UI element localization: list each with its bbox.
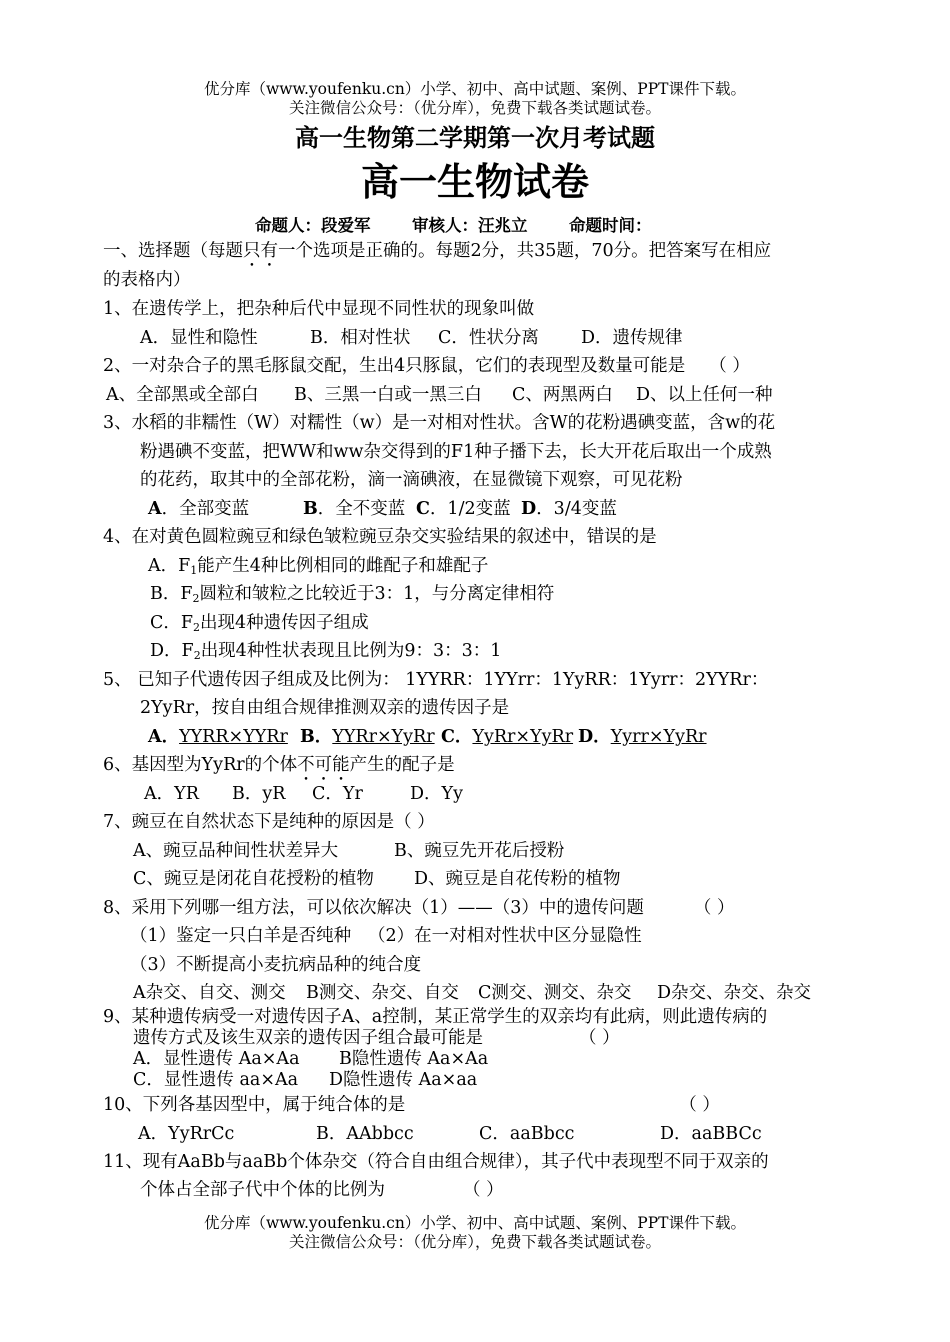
q9-options-row-1 bbox=[133, 1049, 488, 1070]
q8-option-a: A杂交、自交、测交 bbox=[133, 983, 286, 1003]
q3-option-c: C．1/2变蓝 bbox=[416, 499, 511, 519]
q9-line-2 bbox=[133, 1028, 620, 1049]
q8-option-d: D杂交、杂交、杂交 bbox=[657, 983, 812, 1003]
q2-option-d: D、以上任何一种 bbox=[636, 385, 773, 405]
q8-answer-paren: （ ） bbox=[693, 898, 735, 918]
instructions-emphasis: 只有 bbox=[243, 241, 278, 261]
q6-option-d: D．Yy bbox=[410, 784, 463, 804]
q6-emphasis: 不可能 bbox=[297, 755, 350, 775]
q8-stem-line bbox=[103, 898, 734, 919]
q10-option-c: C．aaBbcc bbox=[479, 1124, 575, 1144]
q3-option-d: D．3/4变蓝 bbox=[521, 499, 617, 519]
q9-option-b: B隐性遗传 Aa×Aa bbox=[339, 1049, 489, 1069]
reviewer-label: 审核人： bbox=[412, 216, 478, 235]
q3-option-b: B．全不变蓝 bbox=[303, 499, 406, 519]
q11-stem-end: 个体占全部子代中个体的比例为 bbox=[140, 1180, 385, 1200]
q10-options bbox=[138, 1124, 762, 1145]
q2-option-c: C、两黑两白 bbox=[512, 385, 613, 405]
q8-item-3: （3）不断提高小麦抗病品种的纯合度 bbox=[130, 955, 422, 975]
q11-line-1: 11、现有AaBb与aaBb个体杂交（符合自由组合规律），其子代中表现型不同于双亲的 bbox=[103, 1152, 769, 1172]
reviewer-name: 汪兆立 bbox=[478, 216, 528, 235]
q2-stem-line bbox=[103, 356, 750, 377]
q1-option-d: D．遗传规律 bbox=[581, 328, 683, 348]
q10-option-d: D．aaBBCc bbox=[660, 1124, 762, 1144]
q3-line-1: 3、水稻的非糯性（W）对糯性（w）是一对相对性状。含W的花粉遇碘变蓝，含w的花 bbox=[103, 413, 776, 433]
q10-answer-paren: （ ） bbox=[679, 1095, 720, 1115]
exam-title: 高一生物第二学期第一次月考试题 bbox=[295, 124, 655, 152]
q1-option-b: B．相对性状 bbox=[310, 328, 411, 348]
q1-option-c: C．性状分离 bbox=[438, 328, 539, 348]
q7-option-b: B、豌豆先开花后授粉 bbox=[394, 841, 565, 861]
q7-option-d: D、豌豆是自花传粉的植物 bbox=[414, 869, 621, 889]
q9-stem-end: 遗传方式及该生双亲的遗传因子组合最可能是 bbox=[133, 1028, 483, 1048]
instructions-part-1: 一、选择题（每题 bbox=[103, 241, 243, 261]
q10-stem-line bbox=[103, 1095, 720, 1116]
q8-option-b: B测交、杂交、自交 bbox=[306, 983, 459, 1003]
q10-option-a: A．YyRrCc bbox=[138, 1124, 235, 1144]
q11-answer-paren: （ ） bbox=[463, 1180, 504, 1200]
q8-option-c: C测交、测交、杂交 bbox=[478, 983, 632, 1003]
q7-option-a: A、豌豆品种间性状差异大 bbox=[133, 841, 339, 861]
q4-option-a: A．$F_1$能产生4种比例相同的雌配子和雄配子 bbox=[148, 556, 489, 577]
q2-answer-paren: （ ） bbox=[709, 356, 750, 376]
footer-line-1: 优分库（www.youfenku.cn）小学、初中、高中试题、案例、PPT课件下载。 bbox=[203, 1214, 747, 1232]
q11-line-2 bbox=[140, 1180, 504, 1201]
q3-options bbox=[148, 499, 617, 520]
q2-option-b: B、三黑一白或一黑三白 bbox=[294, 385, 482, 405]
setter-name: 段爱军 bbox=[321, 216, 371, 235]
q8-items-row-1 bbox=[130, 926, 642, 947]
q4-option-d: D．$F_2$出现4种性状表现且比例为9：3：3：1 bbox=[150, 641, 502, 662]
q9-line-1: 9、某种遗传病受一对遗传因子A、a控制，某正常学生的双亲均有此病，则此遗传病的 bbox=[103, 1007, 768, 1027]
section-instructions bbox=[103, 241, 771, 271]
q8-options bbox=[133, 983, 811, 1004]
q4-option-b: B．$F_2$圆粒和皱粒之比较近于3：1，与分离定律相符 bbox=[150, 584, 555, 605]
authors-line bbox=[255, 216, 652, 236]
q9-answer-paren: （ ） bbox=[579, 1028, 620, 1048]
q10-stem: 10、下列各基因型中，属于纯合体的是 bbox=[103, 1095, 406, 1115]
q6-option-a: A．YR bbox=[144, 784, 199, 804]
q1-stem: 1、在遗传学上，把杂种后代中显现不同性状的现象叫做 bbox=[103, 299, 535, 319]
q8-stem: 8、采用下列哪一组方法，可以依次解决（1）——（3）中的遗传问题 bbox=[103, 898, 644, 918]
q5-options bbox=[148, 727, 707, 748]
q8-item-2: （2）在一对相对性状中区分显隐性 bbox=[368, 926, 642, 946]
q9-option-c: C．显性遗传 aa×Aa bbox=[133, 1070, 299, 1090]
q7-option-c: C、豌豆是闭花自花授粉的植物 bbox=[133, 869, 374, 889]
q1-options bbox=[140, 328, 683, 349]
instructions-part-2: 一个选项是正确的。每题2分，共35题，70分。把答案写在相应 bbox=[278, 241, 772, 261]
q6-option-b: B．yR bbox=[232, 784, 286, 804]
q5-option-b: B．YYRr×YyRr bbox=[300, 727, 435, 747]
footer-line-2: 关注微信公众号：（优分库），免费下载各类试题试卷。 bbox=[288, 1233, 661, 1251]
q5-line-2: 2YyRr，按自由组合规律推测双亲的遗传因子是 bbox=[140, 698, 510, 718]
q5-option-c: C．YyRr×YyRr bbox=[441, 727, 574, 747]
q5-option-d: D．Yyrr×YyRr bbox=[578, 727, 707, 747]
q4-stem: 4、在对黄色圆粒豌豆和绿色皱粒豌豆杂交实验结果的叙述中，错误的是 bbox=[103, 527, 657, 547]
q6-option-c: C．Yr bbox=[312, 784, 363, 804]
q5-option-a: A．YYRR×YYRr bbox=[148, 727, 288, 747]
instructions-line-2: 的表格内） bbox=[103, 270, 191, 290]
q7-options-row-1 bbox=[133, 841, 564, 862]
q3-line-2: 粉遇碘不变蓝，把WW和ww杂交得到的F1种子播下去，长大开花后取出一个成熟 bbox=[140, 442, 772, 462]
q1-option-a: A．显性和隐性 bbox=[140, 328, 258, 348]
q7-options-row-2 bbox=[133, 869, 621, 890]
q7-stem: 7、豌豆在自然状态下是纯种的原因是（ ） bbox=[103, 812, 435, 832]
q10-option-b: B．AAbbcc bbox=[316, 1124, 414, 1144]
q6-stem: 6、基因型为YyRr的个体不可能产生的配子是 bbox=[103, 755, 455, 775]
setter-label: 命题人： bbox=[255, 216, 321, 235]
q2-stem: 2、一对杂合子的黑毛豚鼠交配，生出4只豚鼠，它们的表现型及数量可能是 bbox=[103, 356, 686, 376]
q4-option-c: C．$F_2$出现4种遗传因子组成 bbox=[150, 613, 369, 634]
q2-option-a: A、全部黑或全部白 bbox=[106, 385, 259, 405]
q5-line-1: 5、 已知子代遗传因子组成及比例为： 1YYRR：1YYrr：1YyRR：1Yyrr：2YYRr： bbox=[103, 670, 769, 690]
header-line-1: 优分库（www.youfenku.cn）小学、初中、高中试题、案例、PPT课件下载。 bbox=[203, 80, 747, 98]
time-label: 命题时间： bbox=[569, 216, 652, 235]
q2-options bbox=[106, 385, 773, 406]
q6-options bbox=[144, 784, 463, 805]
header-line-2: 关注微信公众号：（优分库），免费下载各类试题试卷。 bbox=[288, 99, 661, 117]
q8-item-1: （1）鉴定一只白羊是否纯种 bbox=[130, 926, 352, 946]
q9-option-d: D隐性遗传 Aa×aa bbox=[329, 1070, 478, 1090]
q3-option-a: A．全部变蓝 bbox=[148, 499, 250, 519]
q9-options-row-2 bbox=[133, 1070, 477, 1091]
q9-option-a: A．显性遗传 Aa×Aa bbox=[133, 1049, 300, 1069]
paper-title: 高一生物试卷 bbox=[360, 160, 589, 204]
q3-line-3: 的花药，取其中的全部花粉，滴一滴碘液，在显微镜下观察，可见花粉 bbox=[140, 470, 683, 490]
